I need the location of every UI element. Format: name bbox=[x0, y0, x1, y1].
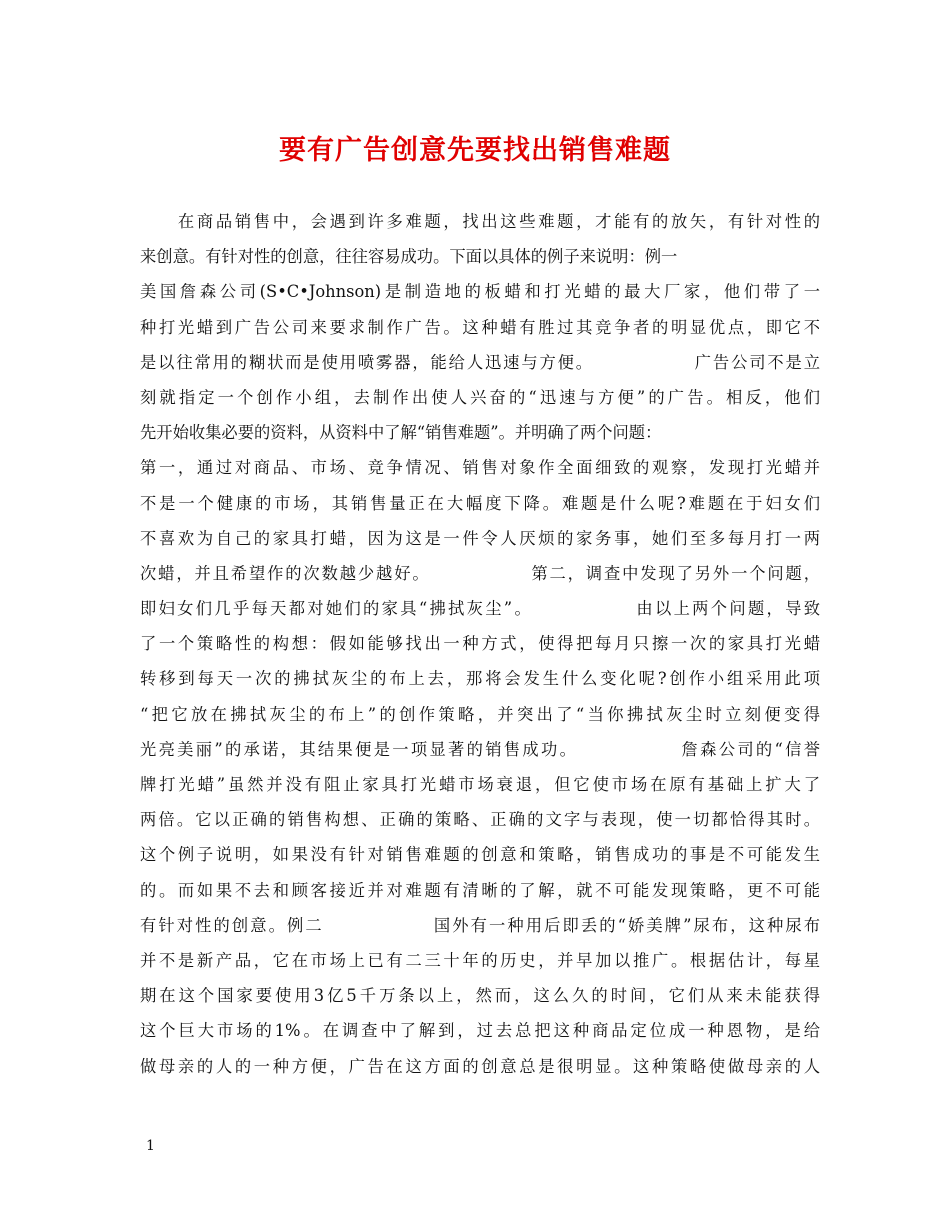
body-line: 这个巨大市场的1%。在调查中了解到，过去总把这种商品定位成一种恩物，是给 bbox=[140, 1021, 820, 1041]
body-line: 了一个策略性的构想：假如能够找出一种方式，使得把每月只擦一次的家具打光蜡 bbox=[140, 634, 820, 654]
body-line: 不是一个健康的市场，其销售量正在大幅度下降。难题是什么呢?难题在于妇女们 bbox=[140, 493, 820, 513]
body-line: 第一，通过对商品、市场、竞争情况、销售对象作全面细致的观察，发现打光蜡并 bbox=[140, 458, 820, 478]
body-line: 做母亲的人的一种方便，广告在这方面的创意总是很明显。这种策略使做母亲的人 bbox=[140, 1056, 820, 1076]
body-line: 即妇女们几乎每天都对她们的家具“拂拭灰尘”。 由以上两个问题，导致 bbox=[140, 599, 820, 619]
body-line: 在商品销售中，会遇到许多难题，找出这些难题，才能有的放矢，有针对性的 bbox=[140, 212, 820, 231]
body-line: 先开始收集必要的资料，从资料中了解“销售难题”。并明确了两个问题： bbox=[140, 423, 662, 443]
body-line: 来创意。有针对性的创意，往往容易成功。下面以具体的例子来说明：例一 bbox=[140, 247, 678, 267]
body-line: 有针对性的创意。例二 国外有一种用后即丢的“娇美牌”尿布，这种尿布 bbox=[140, 915, 820, 935]
body-line: 牌打光蜡”虽然并没有阻止家具打光蜡市场衰退，但它使市场在原有基础上扩大了 bbox=[140, 775, 820, 794]
body-line: 光亮美丽”的承诺，其结果便是一项显著的销售成功。 詹森公司的“信誉 bbox=[140, 739, 820, 759]
body-line: “把它放在拂拭灰尘的布上”的创作策略，并突出了“当你拂拭灰尘时立刻便变得 bbox=[140, 704, 820, 724]
body-line: 两倍。它以正确的销售构想、正确的策略、正确的文字与表现，使一切都恰得其时。 bbox=[140, 810, 820, 830]
body-line: 的。而如果不去和顾客接近并对难题有清晰的了解，就不可能发现策略，更不可能 bbox=[140, 880, 820, 900]
body-line: 不喜欢为自己的家具打蜡，因为这是一件令人厌烦的家务事，她们至多每月打一两 bbox=[140, 528, 820, 548]
body-line: 次蜡，并且希望作的次数越少越好。 第二，调查中发现了另外一个问题， bbox=[140, 563, 820, 583]
body-line: 转移到每天一次的拂拭灰尘的布上去，那将会发生什么变化呢?创作小组采用此项 bbox=[140, 669, 820, 689]
document-title: 要有广告创意先要找出销售难题 bbox=[279, 135, 671, 166]
body-line: 是以往常用的糊状而是使用喷雾器，能给人迅速与方便。 广告公司不是立 bbox=[140, 352, 820, 372]
body-line: 并不是新产品，它在市场上已有二三十年的历史，并早加以推广。根据估计，每星 bbox=[140, 950, 820, 970]
body-line: 期在这个国家要使用3亿5千万条以上，然而，这么久的时间，它们从来未能获得 bbox=[140, 986, 820, 1006]
body-line: 美国詹森公司(S•C•Johnson)是制造地的板蜡和打光蜡的最大厂家，他们带了一 bbox=[140, 282, 820, 302]
body-line: 刻就指定一个创作小组，去制作出使人兴奋的“迅速与方便”的广告。相反，他们 bbox=[140, 387, 820, 407]
body-line: 种打光蜡到广告公司来要求制作广告。这种蜡有胜过其竞争者的明显优点，即它不 bbox=[140, 317, 820, 337]
page-number: 1 bbox=[146, 1138, 155, 1154]
body-line: 这个例子说明，如果没有针对销售难题的创意和策略，销售成功的事是不可能发生 bbox=[140, 845, 820, 865]
document-body bbox=[140, 204, 820, 1084]
